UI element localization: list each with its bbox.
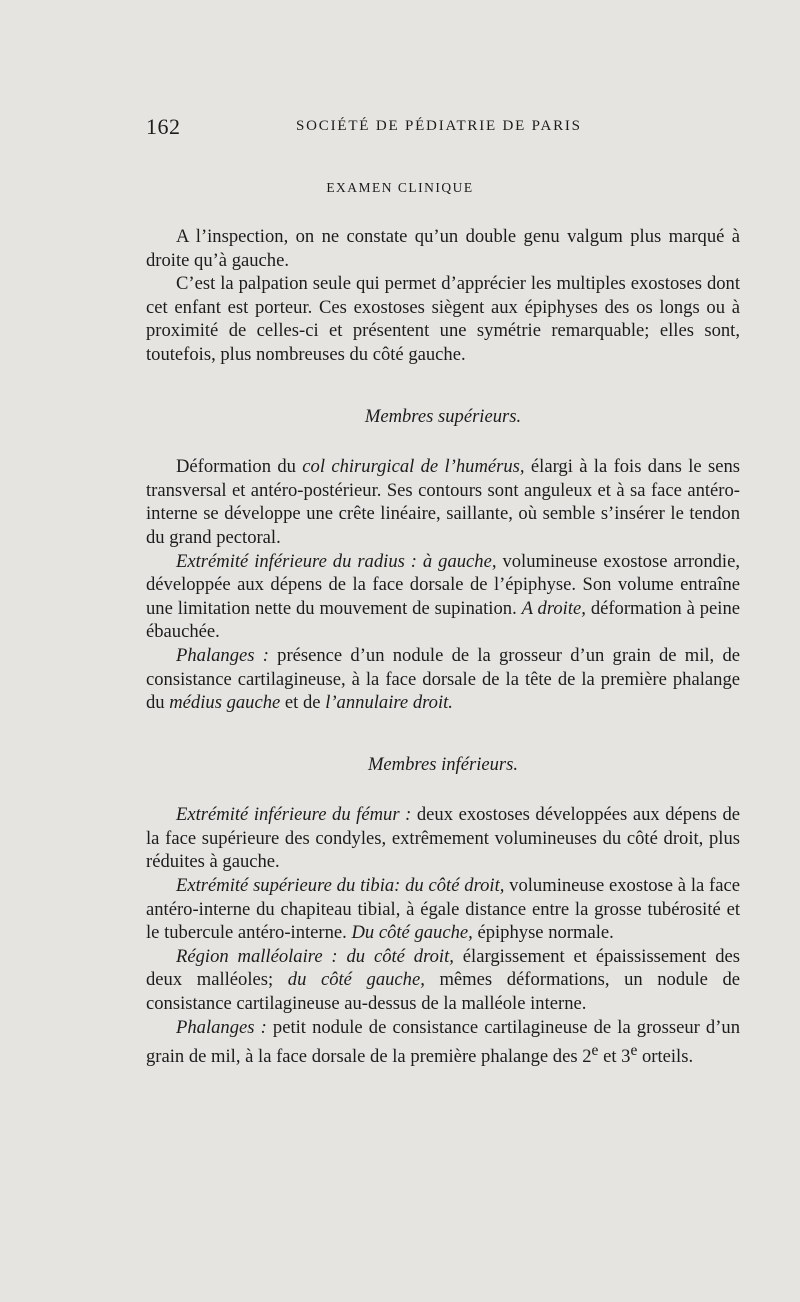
lower-paragraph-3 xyxy=(146,945,740,1016)
italic-run: du côté gauche, xyxy=(287,969,425,991)
italic-run: Région malléolaire : du côté droit, xyxy=(176,945,454,967)
text-run: et de xyxy=(280,692,326,714)
text-run: Déformation du xyxy=(176,456,303,478)
italic-run: Du côté gauche, xyxy=(351,922,473,944)
upper-paragraph-3 xyxy=(146,644,740,715)
lower-limbs-heading: Membres inférieurs. xyxy=(367,753,519,775)
text-run: présence d’un nodule de la grosseur d’un grain de mil, de consistance cartilagineuse, à la face dorsale de la tête de la première phalange du xyxy=(146,644,740,714)
text-run: élargissement et épaississement des deux malléoles; xyxy=(146,945,740,991)
upper-limbs-heading: Membres supérieurs. xyxy=(364,405,522,427)
superscript: e xyxy=(630,1042,638,1060)
upper-paragraph-2 xyxy=(146,550,740,644)
text-run: deux exostoses développées aux dépens de la face supérieure des condyles, extrêmement volumineuses du côté droit, plus réduites à gauche. xyxy=(146,804,740,873)
italic-run: médius gauche xyxy=(169,692,281,714)
italic-run: Phalanges : xyxy=(176,1016,267,1038)
page-number: 162 xyxy=(146,114,181,139)
page-header xyxy=(146,114,739,138)
intro-paragraph-2: C’est la palpation seule qui permet d’apprécier les multiples exostoses dont cet enfant est porteur. Ces exostoses siègent aux épiphyses des os longs ou à proximité de celles-ci et présentent une symétrie remarquable; elles sont, toutefois, plus nombreuses du côté gauche. xyxy=(146,273,740,365)
text-run: et 3 xyxy=(598,1046,631,1068)
lower-paragraph-4 xyxy=(146,1016,740,1069)
text-run: épiphyse normale. xyxy=(472,922,614,944)
section-title: EXAMEN CLINIQUE xyxy=(326,180,474,195)
superscript: e xyxy=(591,1042,599,1060)
text-run: volumineuse exostose arrondie, développée aux dépens de la face dorsale de l’épiphyse. Son volume entraîne une limitation nette du mouvement de supination. xyxy=(146,550,740,619)
italic-run: col chirurgical de l’humérus, xyxy=(302,456,525,478)
running-head: SOCIÉTÉ DE PÉDIATRIE DE PARIS xyxy=(296,118,582,134)
text-run: volumineuse exostose à la face antéro-interne du chapiteau tibial, à égale distance entre la grosse tubérosité et le tubercule antéro-interne. xyxy=(146,875,740,944)
body-text xyxy=(146,225,740,1069)
text-run: déformation à peine ébauchée. xyxy=(146,597,741,643)
text-run: mêmes déformations, un nodule de consistance cartilagineuse au-dessus de la malléole interne. xyxy=(146,969,741,1015)
text-run: élargi à la fois dans le sens transversal et antéro-postérieur. Ses contours sont anguleux et à sa face antéro-interne se développe une crête linéaire, saillante, où semble s’insérer le tendon du grand pectoral. xyxy=(146,456,740,548)
intro-paragraph-1: A l’inspection, on ne constate qu’un double genu valgum plus marqué à droite qu’à gauche. xyxy=(146,226,740,271)
upper-paragraph-1 xyxy=(146,455,740,549)
italic-run: Extrémité supérieure du tibia: du côté droit, xyxy=(176,875,505,897)
text-run: petit nodule de consistance cartilagineuse de la grosseur d’un grain de mil, à la face dorsale de la première phalange des 2 xyxy=(146,1016,741,1068)
lower-paragraph-1 xyxy=(146,803,740,874)
italic-run: Extrémité inférieure du fémur : xyxy=(176,804,412,826)
italic-run: Extrémité inférieure du radius : à gauche, xyxy=(176,550,497,572)
italic-run: l’annulaire droit. xyxy=(325,692,453,714)
text-run: orteils. xyxy=(637,1046,694,1068)
lower-paragraph-2 xyxy=(146,874,740,945)
italic-run: Phalanges : xyxy=(176,644,269,666)
italic-run: A droite, xyxy=(521,597,586,619)
